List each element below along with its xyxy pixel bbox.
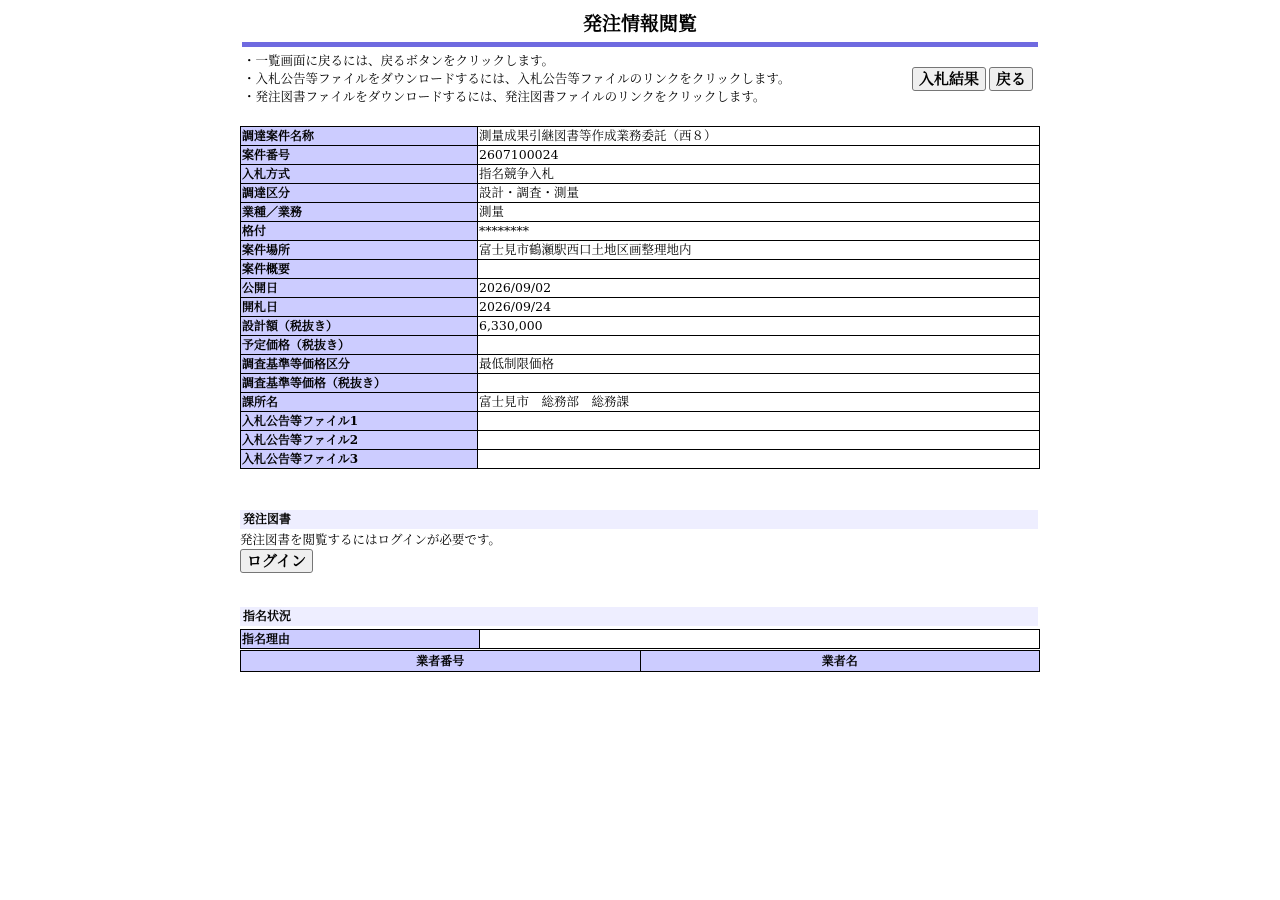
detail-label: 調査基準等価格（税抜き）	[241, 374, 478, 393]
detail-value: 富士見市 総務部 総務課	[478, 393, 1040, 412]
detail-label: 調達案件名称	[241, 127, 478, 146]
detail-value: 最低制限価格	[478, 355, 1040, 374]
title-underline	[242, 42, 1038, 47]
detail-label: 課所名	[241, 393, 478, 412]
detail-label: 入札公告等ファイル1	[241, 412, 478, 431]
detail-value: 富士見市鶴瀬駅西口土地区画整理地内	[478, 241, 1040, 260]
nomination-reason-label: 指名理由	[241, 630, 480, 649]
login-button[interactable]: ログイン	[240, 549, 313, 573]
detail-value	[478, 260, 1040, 279]
nomination-reason-table	[240, 629, 1040, 649]
detail-label: 調査基準等価格区分	[241, 355, 478, 374]
detail-label: 開札日	[241, 298, 478, 317]
detail-row-design-amount	[241, 317, 1040, 336]
detail-value: 2607100024	[478, 146, 1040, 165]
detail-row-standard-price	[241, 374, 1040, 393]
detail-label: 公開日	[241, 279, 478, 298]
detail-row-procurement-name	[241, 127, 1040, 146]
detail-value: 2026/09/02	[478, 279, 1040, 298]
vendor-table	[240, 650, 1040, 672]
detail-row-summary	[241, 260, 1040, 279]
detail-value	[478, 336, 1040, 355]
detail-label: 入札公告等ファイル2	[241, 431, 478, 450]
detail-label: 入札公告等ファイル3	[241, 450, 478, 469]
detail-label: 調達区分	[241, 184, 478, 203]
detail-label: 案件概要	[241, 260, 478, 279]
project-details-table	[240, 126, 1040, 469]
detail-row-standard-price-type	[241, 355, 1040, 374]
detail-label: 案件番号	[241, 146, 478, 165]
detail-row-industry	[241, 203, 1040, 222]
detail-label: 設計額（税抜き）	[241, 317, 478, 336]
detail-row-opening-date	[241, 298, 1040, 317]
column-vendor-name: 業者名	[640, 651, 1040, 672]
notice-file-3-link[interactable]	[478, 450, 1040, 469]
documents-heading: 発注図書	[240, 510, 1038, 529]
detail-value	[478, 374, 1040, 393]
detail-row-location	[241, 241, 1040, 260]
page-title: 発注情報閲覧	[582, 13, 697, 35]
detail-value: ********	[478, 222, 1040, 241]
vendor-table-header	[241, 651, 1040, 672]
instruction-document-file: ・発注図書ファイルをダウンロードするには、発注図書ファイルのリンクをクリックします。	[243, 89, 766, 104]
detail-row-department	[241, 393, 1040, 412]
notice-file-2-link[interactable]	[478, 431, 1040, 450]
nomination-reason-value	[480, 630, 1040, 649]
instructions	[243, 52, 883, 106]
instruction-notice-file: ・入札公告等ファイルをダウンロードするには、入札公告等ファイルのリンクをクリックします。	[243, 71, 791, 86]
detail-row-project-number	[241, 146, 1040, 165]
detail-value: 6,330,000	[478, 317, 1040, 336]
login-required-message: 発注図書を閲覧するにはログインが必要です。	[240, 532, 501, 547]
instruction-back: ・一覧画面に戻るには、戻るボタンをクリックします。	[243, 53, 555, 68]
column-vendor-number: 業者番号	[241, 651, 641, 672]
detail-row-planned-price	[241, 336, 1040, 355]
back-button[interactable]: 戻る	[989, 67, 1033, 91]
detail-row-procurement-category	[241, 184, 1040, 203]
detail-row-bid-method	[241, 165, 1040, 184]
detail-label: 予定価格（税抜き）	[241, 336, 478, 355]
detail-label: 格付	[241, 222, 478, 241]
detail-label: 業種／業務	[241, 203, 478, 222]
detail-value: 2026/09/24	[478, 298, 1040, 317]
detail-row-publish-date	[241, 279, 1040, 298]
detail-row-notice-file-3	[241, 450, 1040, 469]
nomination-heading: 指名状況	[240, 607, 1038, 626]
detail-row-notice-file-1	[241, 412, 1040, 431]
notice-file-1-link[interactable]	[478, 412, 1040, 431]
detail-label: 入札方式	[241, 165, 478, 184]
detail-label: 案件場所	[241, 241, 478, 260]
detail-row-rating	[241, 222, 1040, 241]
bid-result-button[interactable]: 入札結果	[912, 67, 986, 91]
detail-value: 指名競争入札	[478, 165, 1040, 184]
detail-value: 測量	[478, 203, 1040, 222]
detail-value: 測量成果引継図書等作成業務委託（西８）	[478, 127, 1040, 146]
top-buttons	[912, 67, 1033, 91]
detail-value: 設計・調査・測量	[478, 184, 1040, 203]
detail-row-notice-file-2	[241, 431, 1040, 450]
nomination-reason-row	[241, 630, 1040, 649]
